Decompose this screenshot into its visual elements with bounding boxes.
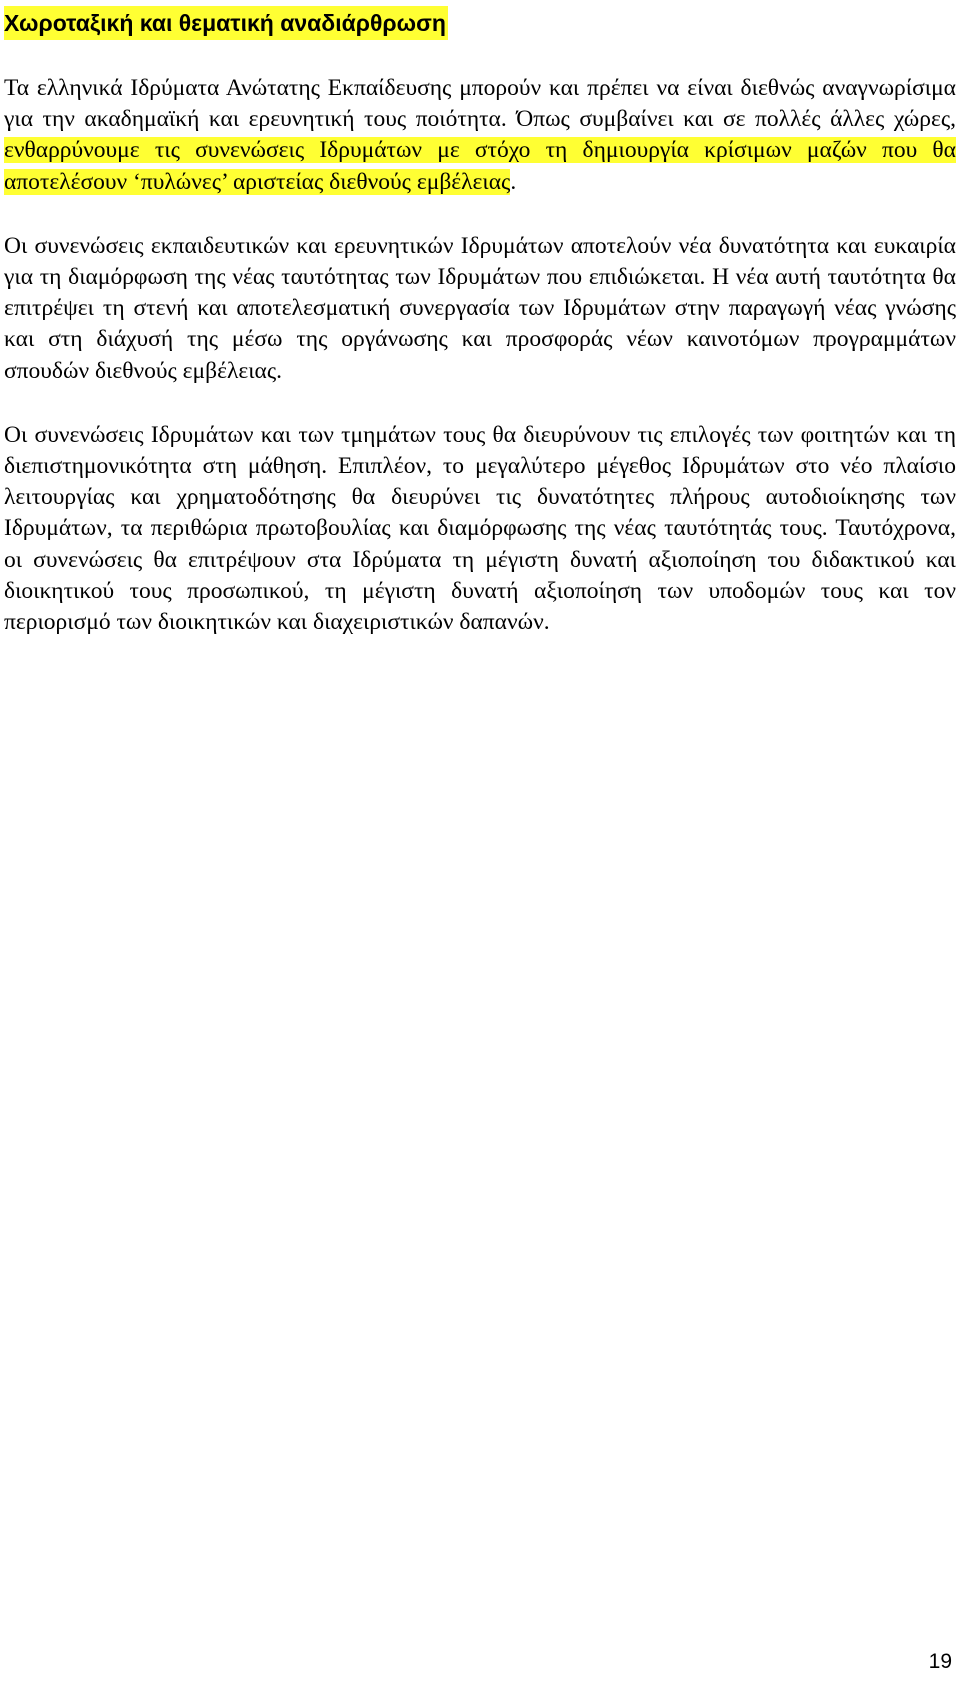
section-heading: Χωροταξική και θεματική αναδιάρθρωση [4, 6, 448, 40]
paragraph-1-end: . [510, 168, 517, 195]
paragraph-3: Οι συνενώσεις Ιδρυμάτων και των τμημάτων τους θα διευρύνουν τις επιλογές των φοιτητών και τη διεπιστημονικότητα στη μάθηση. Επιπλέον, το μεγαλύτερο μέγεθος Ιδρυμάτων στο νέο πλαίσιο λειτουργίας και χρηματοδότησης θα διευρύνει τις δυνατότητες πλήρους αυτοδιοίκησης των Ιδρυμάτων, τα περιθώρια πρωτοβουλίας και διαμόρφωσης της νέας ταυτότητάς τους. Ταυτόχρονα, οι συνενώσεις θα επιτρέψουν στα Ιδρύματα τη μέγιστη δυνατή αξιοποίηση του διδακτικού και διοικητικού τους προσωπικού, τη μέγιστη δυνατή αξιοποίηση των υποδομών τους και τον περιορισμό των διοικητικών και διαχειριστικών δαπανών. [4, 421, 956, 636]
page-number: 19 [928, 1650, 952, 1673]
paragraph-1 [4, 73, 956, 198]
highlighted-text: ενθαρρύνουμε τις συνενώσεις Ιδρυμάτων με στόχο τη δημιουργία κρίσιμων μαζών που θα αποτελέσουν ‘πυλώνες’ αριστείας διεθνούς εμβέλειας [4, 137, 956, 195]
paragraph-2: Οι συνενώσεις εκπαιδευτικών και ερευνητικών Ιδρυμάτων αποτελούν νέα δυνατότητα και ευκαιρία για τη διαμόρφωση της νέας ταυτότητας των Ιδρυμάτων που επιδιώκεται. Η νέα αυτή ταυτότητα θα επιτρέψει τη στενή και αποτελεσματική συνεργασία των Ιδρυμάτων στην παραγωγή νέας γνώσης και στη διάχυσή της μέσω της οργάνωσης και προσφοράς νέων καινοτόμων προγραμμάτων σπουδών διεθνούς εμβέλειας. [4, 232, 956, 384]
paragraph-1-text: Τα ελληνικά Ιδρύματα Ανώτατης Εκπαίδευσης μπορούν και πρέπει να είναι διεθνώς αναγνωρίσιμα για την ακαδημαϊκή και ερευνητική τους ποιότητα. Όπως συμβαίνει και σε πολλές άλλες χώρες, [4, 75, 956, 133]
document-page [4, 6, 956, 638]
